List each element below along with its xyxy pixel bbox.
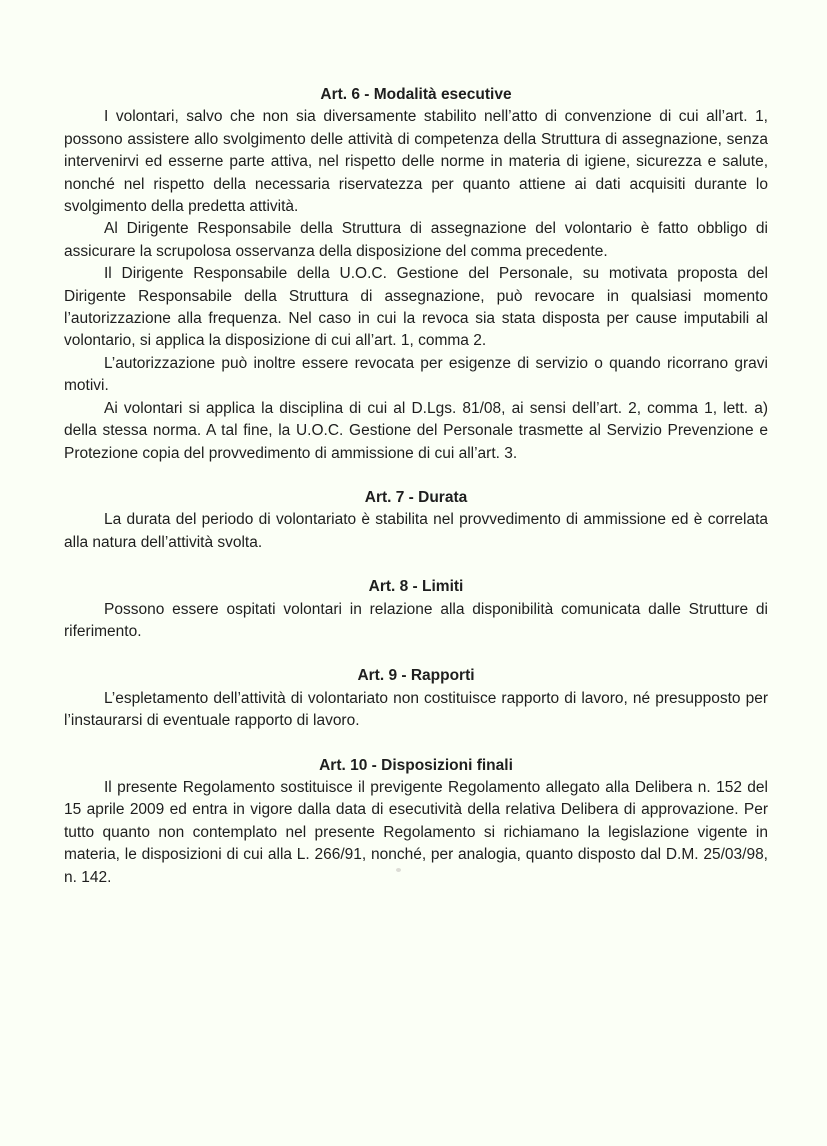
article-heading: Art. 9 - Rapporti (357, 667, 475, 685)
paragraph: Il presente Regolamento sostituisce il previgente Regolamento allegato alla Delibera n. 152 del 15 aprile 2009 ed entra in vigore dalla data di esecutività della relativa Delibera di approvazione. Per tutto quanto non contemplato nel presente Regolamento si richiamano la legislazione vigente in materia, le disposizioni di cui alla L. 266/91, nonché, per analogia, quanto disposto dal D.M. 25/03/98, n. 142. (64, 778, 768, 886)
paragraph: L’autorizzazione può inoltre essere revocata per esigenze di servizio o quando ricorrano gravi motivi. (64, 354, 768, 395)
article-section-7 (64, 487, 768, 554)
paragraph: L’espletamento dell’attività di volontariato non costituisce rapporto di lavoro, né presupposto per l’instaurarsi di eventuale rapporto di lavoro. (64, 689, 768, 730)
article-heading: Art. 8 - Limiti (368, 578, 464, 596)
paragraph: Ai volontari si applica la disciplina di cui al D.Lgs. 81/08, ai sensi dell’art. 2, comma 1, lett. a) della stessa norma. A tal fine, la U.O.C. Gestione del Personale trasmette al Servizio Prevenzione e Protezione copia del provvedimento di ammissione di cui all’art. 3. (64, 399, 768, 462)
article-heading: Art. 10 - Disposizioni finali (319, 756, 513, 774)
paragraph: Il Dirigente Responsabile della U.O.C. Gestione del Personale, su motivata proposta del Dirigente Responsabile della Struttura di assegnazione, può revocare in qualsiasi momento l’autorizzazione alla frequenza. Nel caso in cui la revoca sia stata disposta per cause imputabili al volontario, si applica la disposizione di cui all’art. 1, comma 2. (64, 265, 768, 350)
article-section-6 (64, 84, 768, 465)
article-section-8 (64, 576, 768, 643)
paragraph: La durata del periodo di volontariato è stabilita nel provvedimento di ammissione ed è correlata alla natura dell’attività svolta. (64, 511, 768, 551)
document-page (64, 84, 768, 889)
article-heading: Art. 7 - Durata (364, 488, 468, 506)
paragraph: I volontari, salvo che non sia diversamente stabilito nell’atto di convenzione di cui all’art. 1, possono assistere allo svolgimento delle attività di competenza della Struttura di assegnazione, senza intervenirvi ed esserne parte attiva, nel rispetto delle norme in materia di igiene, sicurezza e salute, nonché nel rispetto della necessaria riservatezza per quanto attiene ai dati acquisiti durante lo svolgimento della predetta attività. (64, 108, 768, 216)
article-heading: Art. 6 - Modalità esecutive (320, 86, 512, 103)
paragraph: Possono essere ospitati volontari in relazione alla disponibilità comunicata dalle Strutture di riferimento. (64, 600, 768, 640)
article-section-9 (64, 665, 768, 732)
article-section-10 (64, 755, 768, 889)
paragraph: Al Dirigente Responsabile della Struttura di assegnazione del volontario è fatto obbligo di assicurare la scrupolosa osservanza della disposizione del comma precedente. (64, 220, 768, 260)
scan-artifact-dot (396, 868, 401, 872)
